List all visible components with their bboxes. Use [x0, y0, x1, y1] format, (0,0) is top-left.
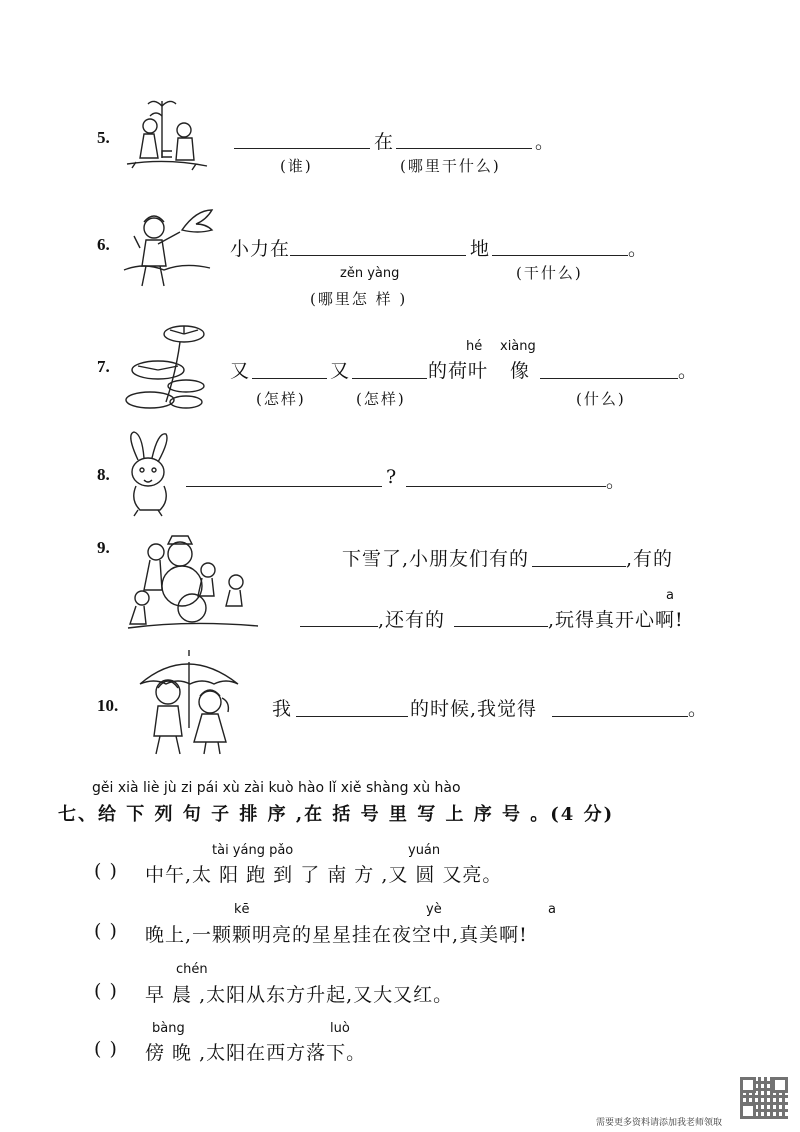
q9-line1-text: 下雪了,小朋友们有的	[342, 548, 530, 570]
item1-paren[interactable]: ( )	[94, 860, 118, 882]
item4-paren[interactable]: ( )	[94, 1038, 118, 1060]
q5-period: 。	[535, 131, 556, 153]
q7-hint-how-2: (怎样)	[356, 390, 406, 408]
qr-code[interactable]	[740, 1077, 788, 1119]
time-blank[interactable]	[296, 716, 408, 717]
q7-period: 。	[678, 360, 699, 382]
question-6-number: 6.	[97, 235, 110, 254]
where-how-blank[interactable]	[290, 255, 466, 256]
q5-hint-where: (哪里干什么)	[400, 157, 501, 175]
item1-pinyin-1: tài yáng pǎo	[212, 843, 294, 858]
item4-pinyin-2: luò	[330, 1021, 350, 1036]
question-7-number: 7.	[97, 357, 110, 376]
activity-blank-3[interactable]	[454, 626, 548, 627]
q7-pinyin-xiang: xiàng	[500, 339, 536, 354]
feeling-blank[interactable]	[552, 716, 688, 717]
q5-hint-who: (谁)	[280, 157, 313, 175]
footer-text: 需要更多资料请添加我老师领取	[596, 1118, 723, 1128]
q10-wo-text: 我	[272, 698, 293, 720]
question-8-number: 8.	[97, 465, 110, 484]
item3-pinyin-1: chén	[176, 962, 208, 977]
q8-question-mark: ?	[386, 466, 398, 488]
q6-di-text: 地	[470, 238, 491, 260]
sentence-blank-1[interactable]	[186, 486, 382, 487]
q9-pinyin-a: a	[666, 588, 674, 603]
item1-pinyin-2: yuán	[408, 843, 441, 858]
item2-sentence: 晚上,一颗颗明亮的星星挂在夜空中,真美啊!	[145, 924, 528, 946]
q6-pinyin-zenyang: zěn yàng	[340, 266, 400, 281]
q5-zai-text: 在	[374, 131, 395, 153]
question-10-number: 10.	[97, 696, 119, 715]
q7-hint-how-1: (怎样)	[256, 390, 306, 408]
q6-prefix-text: 小力在	[230, 238, 291, 260]
boy-with-dove-illustration	[122, 200, 214, 290]
children-planting-tree-illustration	[122, 96, 212, 176]
item2-pinyin-3: a	[548, 902, 556, 917]
item4-sentence: 傍 晚 ,太阳在西方落下。	[145, 1042, 367, 1064]
sentence-blank-2[interactable]	[406, 486, 606, 487]
who-blank[interactable]	[234, 148, 370, 149]
section7-title-pinyin: gěi xià liè jù zi pái xù zài kuò hào lǐ xiě shàng xù hào	[92, 780, 461, 796]
q8-period: 。	[606, 470, 627, 492]
item2-pinyin-1: kē	[234, 902, 250, 917]
children-playing-in-snow-illustration	[120, 532, 260, 632]
q7-pinyin-he: hé	[466, 339, 483, 354]
q10-middle-text: 的时候,我觉得	[410, 698, 538, 720]
item2-paren[interactable]: ( )	[94, 920, 118, 942]
q7-you-2: 又	[330, 360, 351, 382]
q9-youde-text: ,有的	[626, 548, 674, 570]
item1-sentence: 中午,太 阳 跑 到 了 南 方 ,又 圆 又亮。	[145, 864, 503, 886]
how-blank-1[interactable]	[252, 378, 327, 379]
q9-ending-text: ,玩得真开心啊!	[548, 609, 684, 631]
activity-blank-2[interactable]	[300, 626, 378, 627]
rabbit-illustration	[118, 430, 178, 518]
item3-sentence: 早 晨 ,太阳从东方升起,又大又红。	[145, 984, 454, 1006]
q9-haiyoude-text: ,还有的	[378, 609, 446, 631]
children-under-umbrella-illustration	[132, 648, 242, 758]
where-doing-blank[interactable]	[396, 148, 532, 149]
activity-blank-1[interactable]	[532, 566, 626, 567]
q10-period: 。	[688, 698, 709, 720]
question-5-number: 5.	[97, 128, 110, 147]
doing-what-blank[interactable]	[492, 255, 628, 256]
item2-pinyin-2: yè	[426, 902, 442, 917]
q7-de-heye-text: 的荷叶	[428, 360, 489, 382]
q7-xiang-text: 像	[510, 360, 531, 382]
what-blank[interactable]	[540, 378, 678, 379]
q6-hint-where: (哪里怎 样 )	[310, 290, 408, 308]
item3-paren[interactable]: ( )	[94, 980, 118, 1002]
q6-period: 。	[628, 238, 649, 260]
section7-title: 七、给 下 列 句 子 排 序 ,在 括 号 里 写 上 序 号 。(4 分)	[58, 804, 615, 825]
how-blank-2[interactable]	[352, 378, 427, 379]
q6-hint-what: (干什么)	[516, 264, 583, 282]
question-9-number: 9.	[97, 538, 110, 557]
q7-hint-what: (什么)	[576, 390, 626, 408]
item4-pinyin-1: bàng	[152, 1021, 185, 1036]
q7-you-1: 又	[230, 360, 251, 382]
lotus-leaf-illustration	[118, 320, 213, 415]
